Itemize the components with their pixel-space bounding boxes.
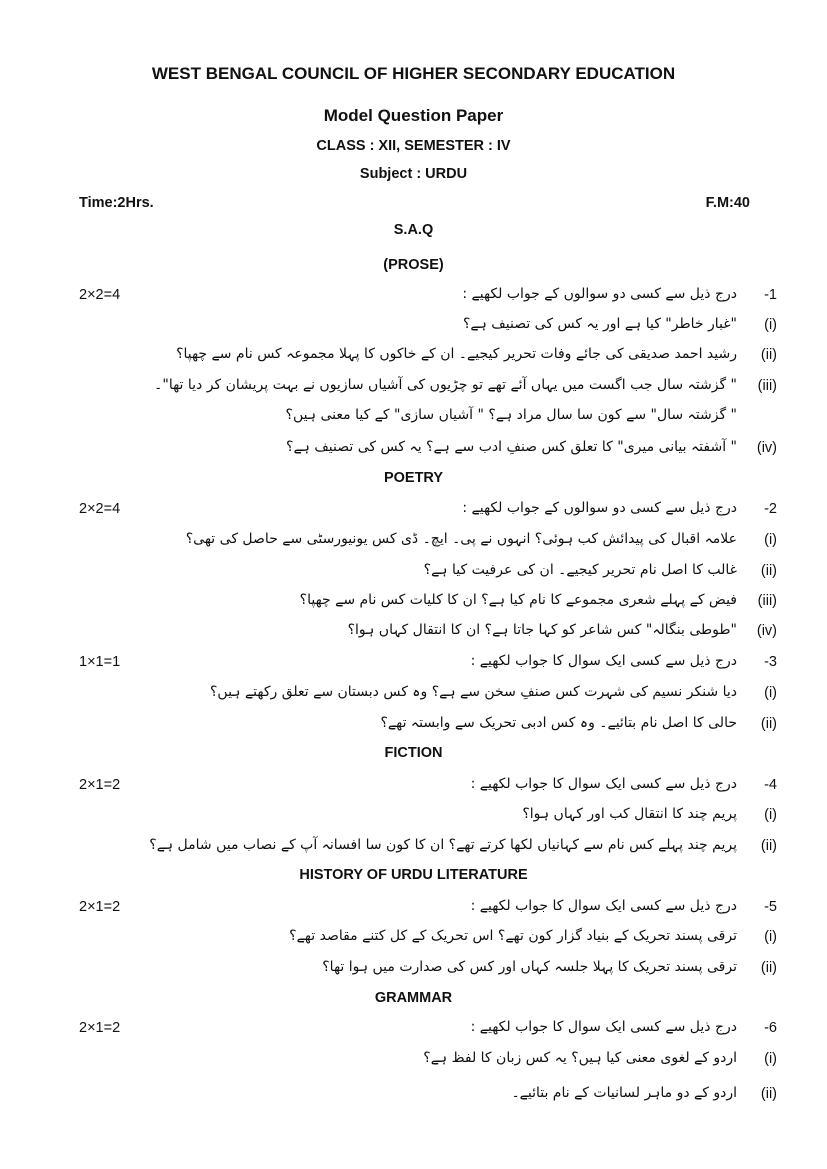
q2-marks: 2×2=4 [79, 501, 121, 517]
q4-item-number: (ii) [760, 838, 777, 854]
section-history: HISTORY OF URDU LITERATURE [299, 867, 528, 883]
q3-item-number: (ii) [760, 716, 777, 732]
paper-title: Model Question Paper [323, 106, 504, 125]
section-saq: S.A.Q [393, 222, 434, 238]
full-marks-label: F.M:40 [705, 195, 750, 211]
q1-item-number: (i) [764, 317, 777, 333]
q4-instruction: درج ذیل سے کسی ایک سوال کا جواب لکھیے : [470, 776, 737, 792]
q4-item-text: پریم چند کا انتقال کب اور کہاں ہوا؟ [522, 806, 737, 822]
q5-item-number: (i) [764, 929, 777, 945]
class-line: CLASS : XII, SEMESTER : IV [316, 138, 511, 154]
q2-item-text: "طوطی بنگالہ" کس شاعر کو کہا جاتا ہے؟ ان کا انتقال کہاں ہوا؟ [347, 622, 737, 638]
q1-marks: 2×2=4 [79, 287, 121, 303]
q6-marks: 2×1=2 [79, 1020, 121, 1036]
section-fiction: FICTION [384, 745, 443, 761]
q5-item-text: ترقی پسند تحریک کے بنیاد گزار کون تھے؟ اس تحریک کے کل کتنے مقاصد تھے؟ [289, 928, 737, 944]
q1-item-number: (ii) [760, 347, 777, 363]
q3-item-text: دیا شنکر نسیم کی شہرت کس صنفِ سخن سے ہے؟ وہ کس دبستان سے تعلق رکھتے ہیں؟ [209, 684, 737, 700]
q5-marks: 2×1=2 [79, 899, 121, 915]
q2-item-number: (iii) [757, 593, 777, 609]
q2-item-number: (ii) [760, 563, 777, 579]
subject-line: Subject : URDU [359, 166, 468, 182]
q2-number: -2 [764, 501, 777, 517]
q2-item-text: غالب کا اصل نام تحریر کیجیے۔ ان کی عرفیت کیا ہے؟ [423, 562, 737, 578]
q5-number: -5 [764, 899, 777, 915]
q5-item-text: ترقی پسند تحریک کا پہلا جلسہ کہاں اور کس کی صدارت میں ہوا تھا؟ [322, 959, 737, 975]
q1-item-text: " آشفتہ بیانی میری" کا تعلق کس صنفِ ادب سے ہے؟ یہ کس کی تصنیف ہے؟ [286, 439, 737, 455]
q1-number: -1 [764, 287, 777, 303]
q2-item-number: (i) [764, 532, 777, 548]
q6-item-text: اردو کے دو ماہر لسانیات کے نام بتائیے۔ [511, 1085, 737, 1101]
q2-item-text: علامہ اقبال کی پیدائش کب ہوئی؟ انہوں نے پی۔ ایچ۔ ڈی کس یونیورسٹی سے حاصل کی تھی؟ [185, 531, 737, 547]
time-label: Time:2Hrs. [79, 195, 154, 211]
q4-marks: 2×1=2 [79, 777, 121, 793]
q2-item-text: فیض کے پہلے شعری مجموعے کا نام کیا ہے؟ ان کا کلیات کس نام سے چھپا؟ [299, 592, 737, 608]
q1-item-text: " گزشتہ سال جب اگست میں یہاں آئے تھے تو چڑیوں کی آشیاں سازیوں نے بہت پریشان کر دیا تھا"۔ [154, 377, 737, 393]
q1-item-number: (iv) [756, 440, 777, 456]
q2-item-number: (iv) [756, 623, 777, 639]
q3-item-text: حالی کا اصل نام بتائیے۔ وہ کس ادبی تحریک سے وابستہ تھے؟ [380, 715, 737, 731]
q4-item-number: (i) [764, 807, 777, 823]
section-grammar: GRAMMAR [374, 990, 453, 1006]
council-title: WEST BENGAL COUNCIL OF HIGHER SECONDARY EDUCATION [151, 64, 676, 83]
q6-item-text: اردو کے لغوی معنی کیا ہیں؟ یہ کس زبان کا لفظ ہے؟ [423, 1050, 737, 1066]
section-poetry: POETRY [383, 470, 444, 486]
q6-item-number: (ii) [760, 1086, 777, 1102]
q5-instruction: درج ذیل سے کسی ایک سوال کا جواب لکھیے : [470, 898, 737, 914]
q1-instruction: درج ذیل سے کسی دو سوالوں کے جواب لکھیے : [462, 286, 737, 302]
q1-item-text-cont: " گزشتہ سال" سے کون سا سال مراد ہے؟ " آشیاں سازی" کے کیا معنی ہیں؟ [285, 407, 737, 423]
q4-number: -4 [764, 777, 777, 793]
q3-marks: 1×1=1 [79, 654, 121, 670]
q1-item-number: (iii) [757, 378, 777, 394]
section-prose: (PROSE) [383, 257, 444, 273]
q4-item-text: پریم چند پہلے کس نام سے کہانیاں لکھا کرتے تھے؟ ان کا کون سا افسانہ آپ کے نصاب میں شامل ہے؟ [149, 837, 737, 853]
q6-item-number: (i) [764, 1051, 777, 1067]
q6-number: -6 [764, 1020, 777, 1036]
q1-item-text: "غبار خاطر" کیا ہے اور یہ کس کی تصنیف ہے؟ [462, 316, 737, 332]
q2-instruction: درج ذیل سے کسی دو سوالوں کے جواب لکھیے : [462, 500, 737, 516]
q6-instruction: درج ذیل سے کسی ایک سوال کا جواب لکھیے : [470, 1019, 737, 1035]
q3-instruction: درج ذیل سے کسی ایک سوال کا جواب لکھیے : [470, 653, 737, 669]
q3-item-number: (i) [764, 685, 777, 701]
q1-item-text: رشید احمد صدیقی کی جائے وفات تحریر کیجیے۔ ان کے خاکوں کا پہلا مجموعہ کس نام سے چھپا؟ [176, 346, 737, 362]
q3-number: -3 [764, 654, 777, 670]
q5-item-number: (ii) [760, 960, 777, 976]
